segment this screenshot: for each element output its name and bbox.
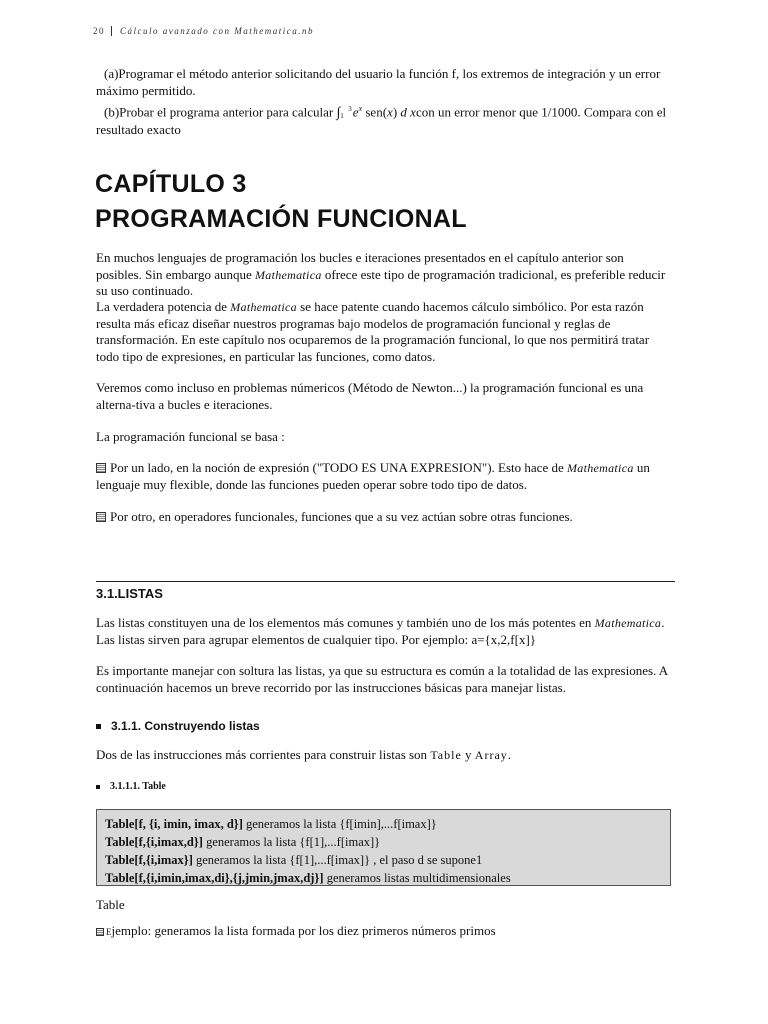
example-initial: E	[106, 927, 112, 937]
intro-p2-text-b: se hace patente cuando hacemos cálculo simbólico. Por esta razón resulta más eficaz diseñar nuestros programas bajo modelos de programación funcional y reglas de transformación. En este capítulo nos ocuparemos de la programación funcional, lo que nos permitirá tratar todo tipo de expresiones, en particular las funciones, como datos.	[96, 299, 650, 364]
section-paragraph-2: Es importante manejar con soltura las listas, ya que su estructura es común a la totalidad de las expresiones. A continuación hacemos un breve recorrido por las instrucciones básicas para manejar listas.	[96, 663, 668, 695]
intro-paragraph-4: La programación funcional se basa :	[96, 429, 285, 444]
integrand-rest: sen(	[365, 104, 388, 120]
table-label: Table	[96, 897, 125, 912]
exercise-a-text: (a)Programar el método anterior solicitando del usuario la función f, los extremos de integración y un error máximo permitido.	[96, 66, 661, 98]
syntax-row	[105, 815, 662, 833]
example-line	[96, 923, 668, 941]
mathematica-name: Mathematica	[594, 616, 662, 630]
chapter-title: PROGRAMACIÓN FUNCIONAL	[95, 205, 467, 233]
integral-lower: 1	[340, 112, 344, 121]
bullet-square-icon	[96, 724, 101, 729]
bullet-1-text-a: Por un lado, en la noción de expresión ("TODO ES UNA EXPRESION"). Esto hace de	[110, 460, 564, 475]
syntax-row	[105, 833, 662, 851]
exercise-a	[96, 66, 668, 99]
page-header	[93, 26, 314, 36]
document-title: Cálculo avanzado con Mathematica.nb	[120, 26, 314, 36]
syntax-description: generamos listas multidimensionales	[323, 871, 511, 885]
bullet-square-icon	[96, 512, 106, 522]
syntax-description: generamos la lista {f[imin],...f[imax]}	[242, 817, 437, 831]
syntax-description: generamos la lista {f[1],...f[imax]}	[202, 835, 381, 849]
subsection-text-end: .	[507, 747, 512, 762]
chapter-number: CAPÍTULO 3	[95, 170, 247, 198]
example-text: jemplo: generamos la lista formada por los diez primeros números primos	[111, 923, 496, 938]
bullet-item-1	[96, 460, 668, 493]
section-divider	[96, 581, 675, 582]
subsubsection-title: 3.1.1.1. Table	[110, 781, 166, 792]
intro-paragraph-3: Veremos como incluso en problemas númericos (Método de Newton...) la programación funcional es una alterna-tiva a bucles e iteraciones.	[96, 380, 644, 412]
bullet-square-icon	[96, 928, 104, 936]
syntax-box	[96, 809, 671, 886]
bullet-square-icon	[96, 463, 106, 473]
section-p1-text-b: . Las listas sirven para agrupar elementos de cualquier tipo. Por ejemplo: a={x,2,f[x]}	[96, 615, 665, 647]
integral-symbol-icon: ∫	[336, 105, 341, 121]
integrand-var: x	[387, 104, 393, 120]
syntax-command: Table[f, {i, imin, imax, d}]	[105, 817, 243, 831]
syntax-row	[105, 851, 662, 869]
exercise-b-pre: (b)Probar el programa anterior para calcular	[104, 104, 334, 120]
inline-code-table: Table	[430, 748, 462, 762]
inline-code-array: Array	[474, 748, 508, 762]
integrand-exponent: x	[358, 104, 363, 113]
mathematica-name: Mathematica	[567, 461, 634, 475]
intro-p1-text-a: En muchos lenguajes de programación los bucles e iteraciones presentados en el capítulo anterior son posibles. Sin embargo aunque	[96, 250, 624, 282]
bullet-1-text-b: un lenguaje muy flexible, donde las funciones pueden operar sobre todo tipo de datos.	[96, 460, 650, 492]
syntax-row	[105, 869, 662, 887]
integrand-base: e	[352, 104, 359, 120]
syntax-command: Table[f,{i,imin,imax,di},{j,jmin,jmax,dj}]	[105, 871, 324, 885]
syntax-command: Table[f,{i,imax,d}]	[105, 835, 203, 849]
bullet-item-2	[96, 509, 668, 526]
intro-p1-text-b: ofrece este tipo de programación tradicional, es preferible reducir su uso continuado.	[96, 266, 666, 298]
intro-paragraph-1	[96, 250, 668, 300]
exercise-b-post: con un error menor que 1/1000. Compara con el resultado exacto	[96, 104, 667, 137]
page-number: 20	[93, 26, 112, 36]
integral-limits	[340, 106, 352, 120]
section-p1-text-a: Las listas constituyen una de los elementos más comunes y también uno de los más potentes en	[96, 615, 592, 630]
subsection-text-a: Dos de las instrucciones más corrientes para construir listas son	[96, 747, 428, 762]
subsection-heading	[96, 719, 260, 733]
section-title: 3.1.LISTAS	[96, 586, 163, 601]
bullet-2-text: Por otro, en operadores funcionales, funciones que a su vez actúan sobre otras funciones.	[110, 509, 573, 524]
integrand-close: )	[392, 104, 398, 120]
syntax-command: Table[f,{i,imax}]	[105, 853, 193, 867]
mathematica-name: Mathematica	[230, 300, 297, 314]
bullet-square-icon	[96, 785, 100, 789]
intro-paragraph-2	[96, 299, 668, 365]
integrand-dx: d x	[400, 104, 416, 120]
subsection-paragraph	[96, 747, 668, 764]
integral-upper: 3	[348, 105, 352, 114]
subsection-title: 3.1.1. Construyendo listas	[111, 719, 260, 733]
subsection-text-mid: y	[465, 747, 472, 762]
intro-p2-text-a: La verdadera potencia de	[96, 299, 228, 314]
subsubsection-heading	[96, 781, 166, 792]
syntax-description: generamos la lista {f[1],...f[imax]} , el paso d se supone1	[192, 853, 483, 867]
exercise-b	[96, 101, 668, 138]
mathematica-name: Mathematica	[255, 267, 322, 282]
section-paragraph-1	[96, 615, 668, 648]
